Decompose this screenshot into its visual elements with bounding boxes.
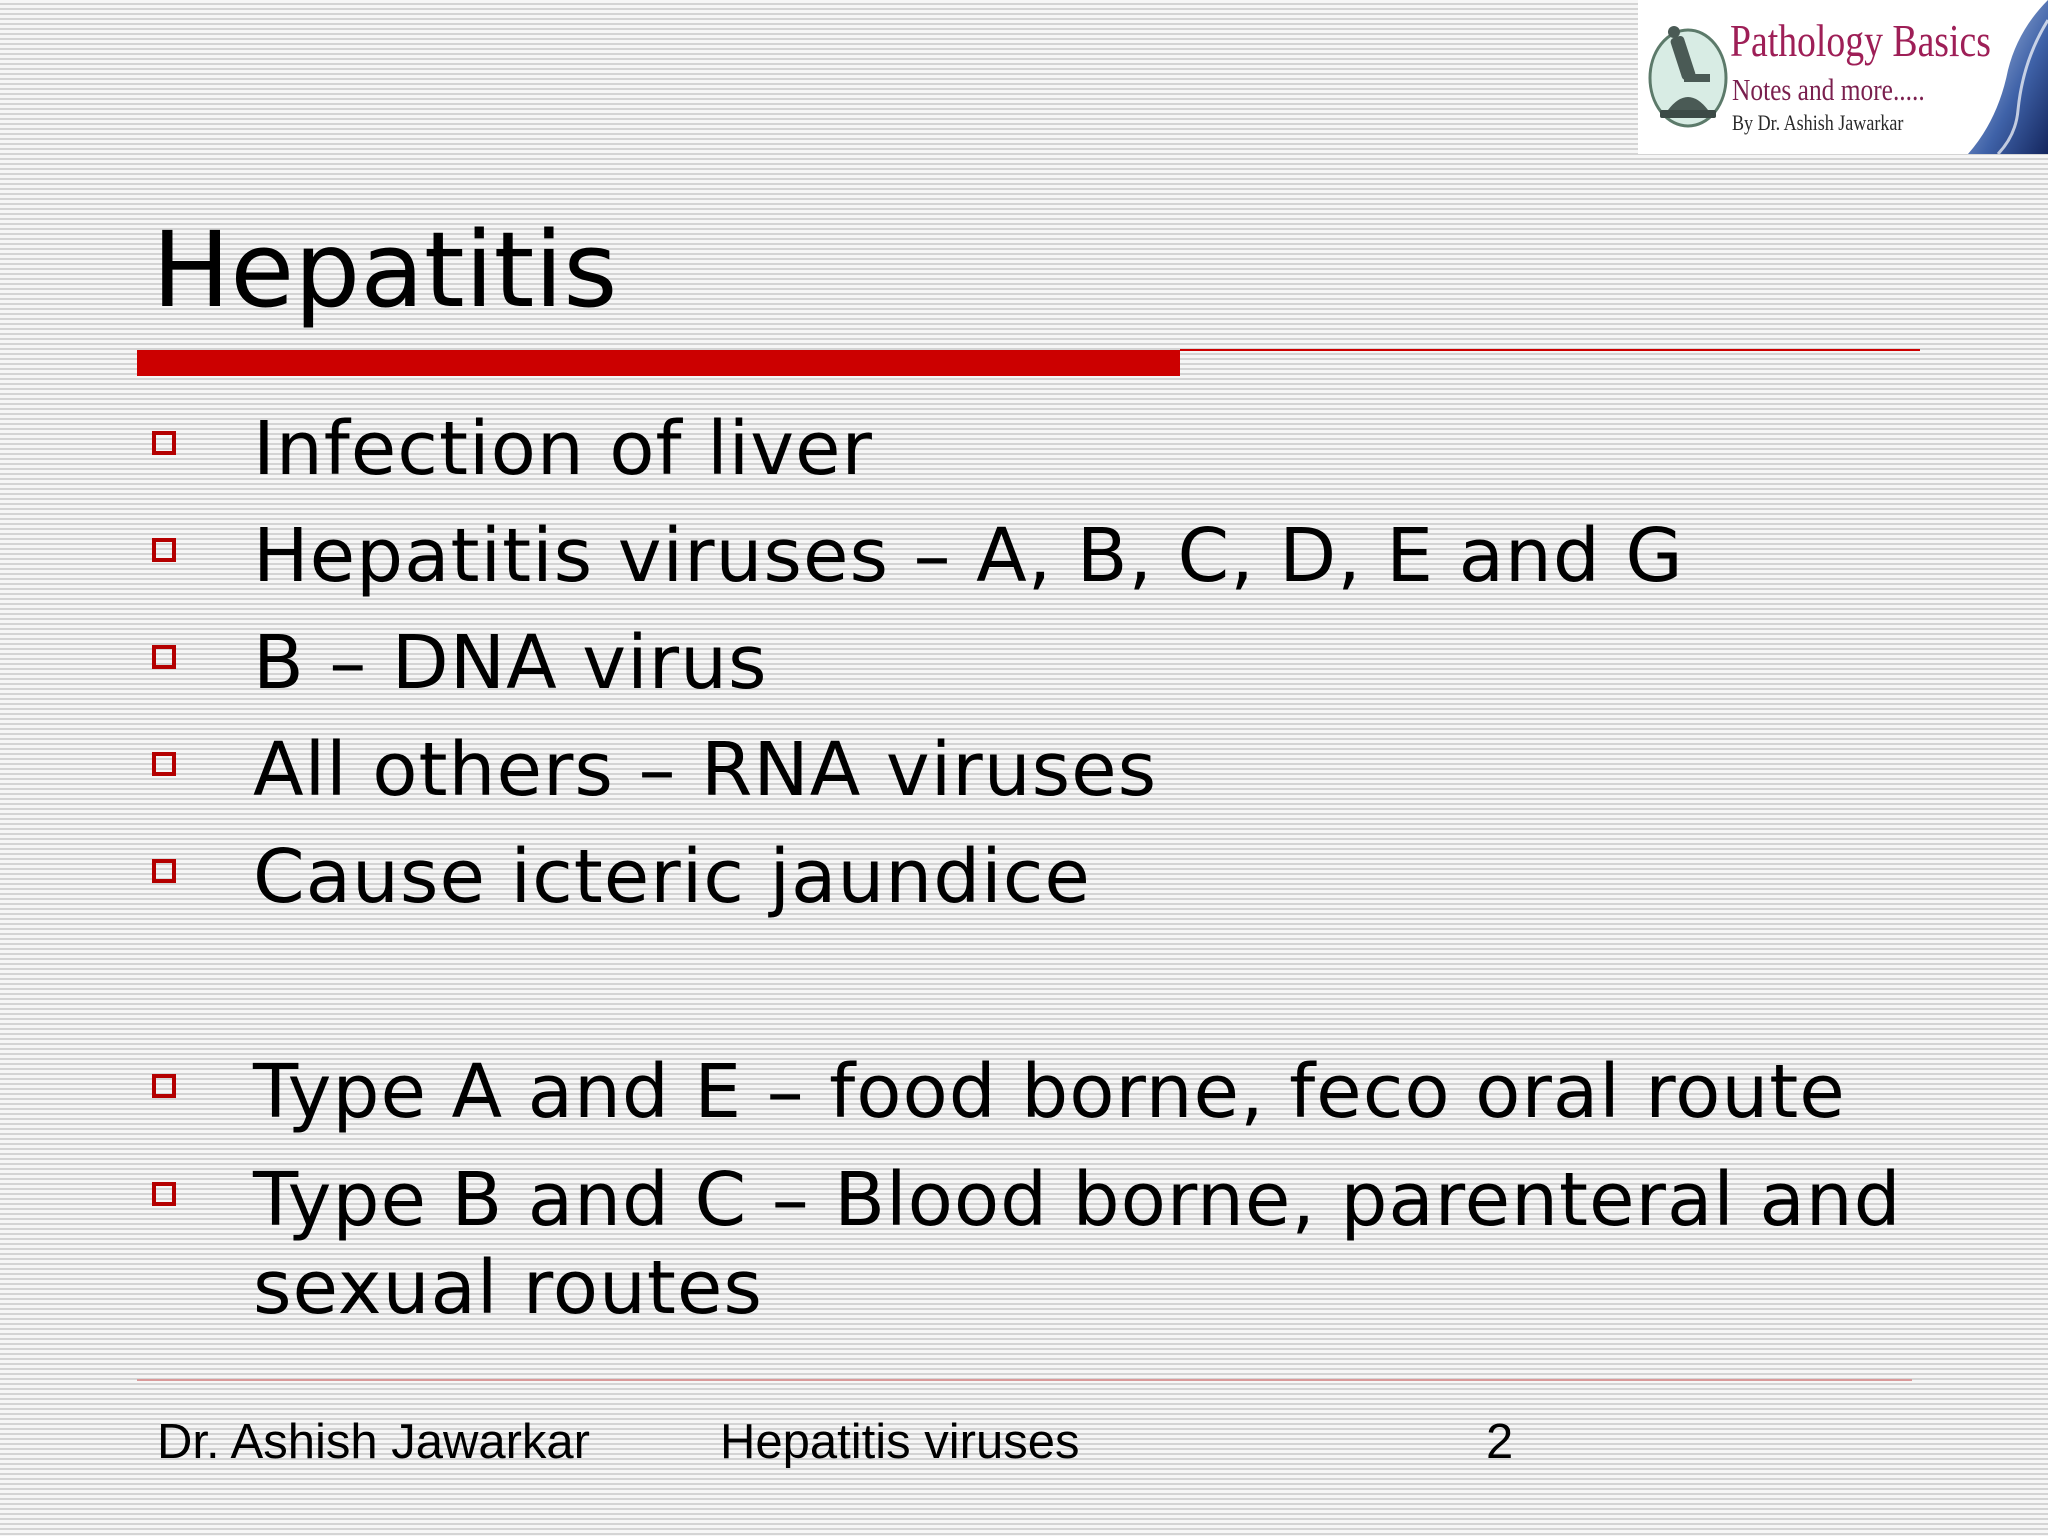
- square-bullet-icon: [152, 1182, 176, 1206]
- bullet-text: Type A and E – food borne, feco oral route: [253, 1049, 1846, 1135]
- square-bullet-icon: [152, 431, 176, 455]
- square-bullet-icon: [152, 645, 176, 669]
- square-bullet-icon: [152, 538, 176, 562]
- footer-author: Dr. Ashish Jawarkar: [157, 1415, 590, 1469]
- logo-title: Pathology Basics: [1730, 15, 1991, 66]
- bullet-text-continuation: sexual routes: [253, 1245, 763, 1331]
- footer-divider: [137, 1379, 1912, 1381]
- bullet-text: B – DNA virus: [253, 620, 768, 706]
- bullet-text: Type B and C – Blood borne, parenteral and: [253, 1157, 1902, 1243]
- title-underline-thick: [137, 350, 1180, 376]
- slide-title: Hepatitis: [152, 209, 618, 331]
- square-bullet-icon: [152, 752, 176, 776]
- footer-topic: Hepatitis viruses: [720, 1415, 1080, 1469]
- pathology-basics-logo: [1638, 0, 2048, 154]
- bullet-text: All others – RNA viruses: [253, 727, 1158, 813]
- title-underline-thin: [1180, 349, 1920, 351]
- bullet-text: Hepatitis viruses – A, B, C, D, E and G: [253, 513, 1684, 599]
- bullet-text: Infection of liver: [253, 406, 873, 492]
- square-bullet-icon: [152, 859, 176, 883]
- logo-subtitle: Notes and more.....: [1732, 72, 1925, 107]
- logo-wave-graphic: [1928, 0, 2048, 154]
- slide-number: 2: [1486, 1415, 1514, 1469]
- logo-author: By Dr. Ashish Jawarkar: [1732, 110, 1904, 135]
- square-bullet-icon: [152, 1074, 176, 1098]
- bullet-text: Cause icteric jaundice: [253, 834, 1091, 920]
